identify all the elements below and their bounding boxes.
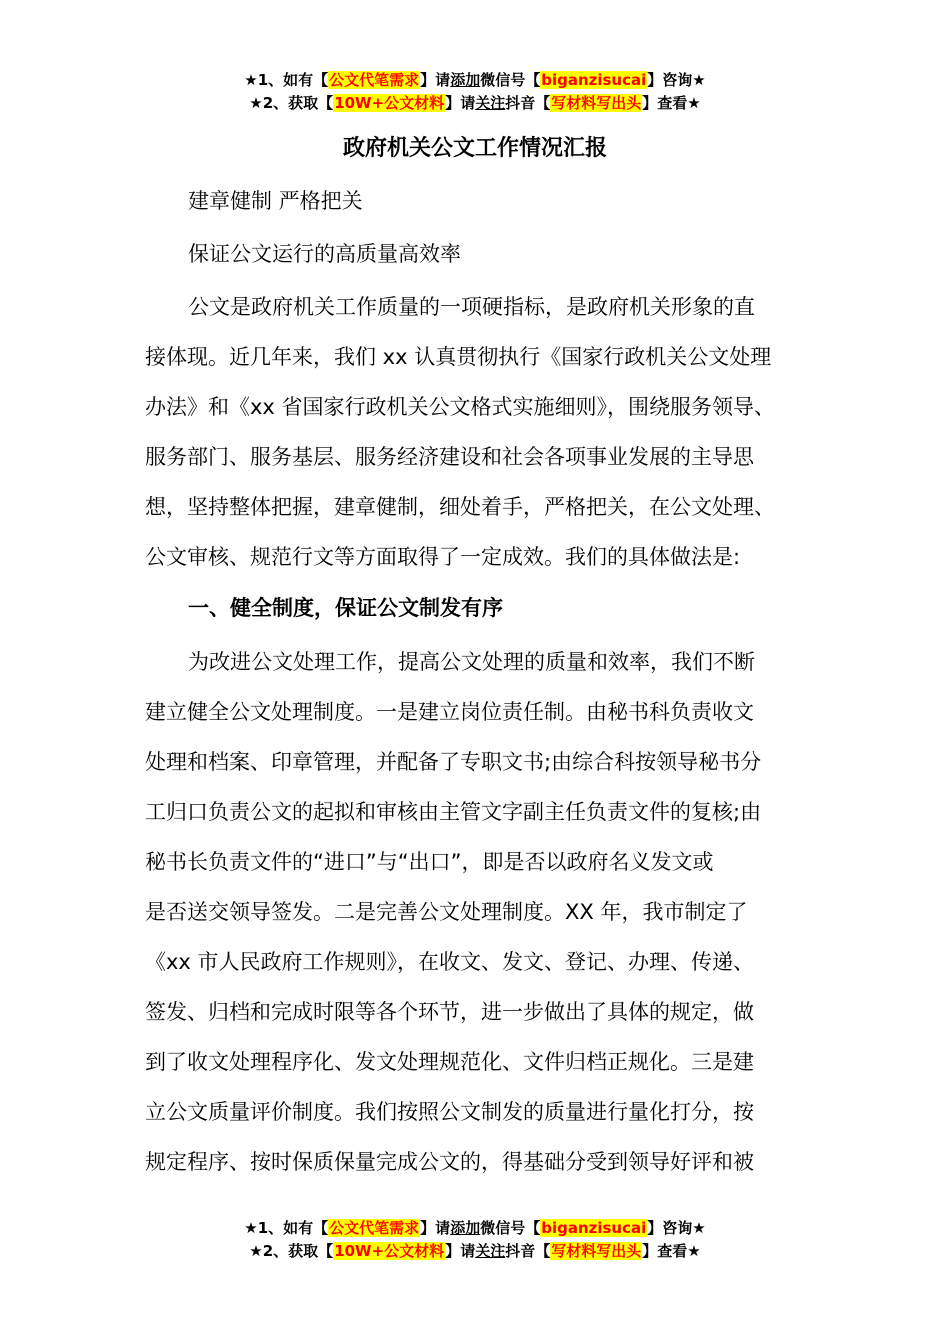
banner-highlight: 写材料写出头 [551, 94, 642, 112]
paragraph-line: 服务部门、服务基层、服务经济建设和社会各项事业发展的主导思 [145, 445, 754, 469]
banner-text: ★2、获取【 [249, 1242, 334, 1260]
paragraph-line: 《xx 市人民政府工作规则》，在收文、发文、登记、办理、传递、 [145, 950, 755, 974]
paragraph-line: 为改进公文处理工作，提高公文处理的质量和效率，我们不断 [188, 650, 755, 674]
banner-underlined-text: 关注 [475, 94, 506, 112]
subtitle-line: 建章健制 严格把关 [188, 189, 363, 213]
banner-highlight: 公文代笔需求 [329, 71, 420, 89]
paragraph-line: 接体现。近几年来，我们 xx 认真贯彻执行《国家行政机关公文处理 [145, 345, 772, 369]
paragraph-line: 到了收文处理程序化、发文处理规范化、文件归档正规化。三是建 [145, 1050, 754, 1074]
paragraph-line: 建立健全公文处理制度。一是建立岗位责任制。由秘书科负责收文 [145, 700, 754, 724]
banner-highlight: 写材料写出头 [551, 1242, 642, 1260]
banner-text: 】查看★ [642, 94, 701, 112]
banner-text: ★1、如有【 [244, 1219, 329, 1237]
paragraph-line: 公文是政府机关工作质量的一项硬指标，是政府机关形象的直 [188, 295, 755, 319]
document-title: 政府机关公文工作情况汇报 [342, 136, 607, 161]
banner-highlight: 公文代笔需求 [329, 1219, 420, 1237]
banner-text: 抖音【 [505, 1242, 551, 1260]
banner-text: 微信号【 [480, 71, 541, 89]
banner-highlight: 10W+公文材料 [334, 94, 445, 112]
banner-text: ★2、获取【 [249, 94, 334, 112]
banner-highlight: biganzisucai [541, 1219, 647, 1237]
banner-text: 】咨询★ [647, 1219, 706, 1237]
paragraph-line: 公文审核、规范行文等方面取得了一定成效。我们的具体做法是: [145, 545, 741, 569]
banner-line-2 [0, 1240, 950, 1263]
paragraph-line: 想，坚持整体把握，建章健制，细处着手，严格把关，在公文处理、 [145, 495, 775, 519]
banner-underlined-text: 关注 [475, 1242, 506, 1260]
paragraph-line: 是否送交领导签发。二是完善公文处理制度。XX 年，我市制定了 [145, 900, 748, 924]
top-banner [0, 69, 950, 115]
banner-text: 】请 [420, 71, 451, 89]
banner-text: 】请 [445, 1242, 476, 1260]
paragraph-line: 规定程序、按时保质保量完成公文的，得基础分受到领导好评和被 [145, 1150, 754, 1174]
paragraph-line: 办法》和《xx 省国家行政机关公文格式实施细则》，围绕服务领导、 [145, 395, 776, 419]
bottom-banner [0, 1217, 950, 1263]
paragraph-line: 工归口负责公文的起拟和审核由主管文字副主任负责文件的复核;由 [145, 800, 762, 824]
paragraph-line: 处理和档案、印章管理，并配备了专职文书;由综合科按领导秘书分 [145, 750, 762, 774]
banner-text: 】查看★ [642, 1242, 701, 1260]
banner-text: 抖音【 [505, 94, 551, 112]
banner-line-1 [0, 1217, 950, 1240]
section-heading: 一、健全制度，保证公文制发有序 [188, 596, 503, 620]
banner-text: 微信号【 [480, 1219, 541, 1237]
paragraph-line: 签发、归档和完成时限等各个环节，进一步做出了具体的规定，做 [145, 1000, 754, 1024]
banner-highlight: 10W+公文材料 [334, 1242, 445, 1260]
subtitle-line: 保证公文运行的高质量高效率 [188, 242, 461, 266]
banner-text: 】咨询★ [647, 71, 706, 89]
banner-underlined-text: 添加 [450, 71, 481, 89]
paragraph-line: 立公文质量评价制度。我们按照公文制发的质量进行量化打分，按 [145, 1100, 754, 1124]
banner-line-1 [0, 69, 950, 92]
banner-text: ★1、如有【 [244, 71, 329, 89]
banner-highlight: biganzisucai [541, 71, 647, 89]
banner-underlined-text: 添加 [450, 1219, 481, 1237]
banner-text: 】请 [420, 1219, 451, 1237]
banner-line-2 [0, 92, 950, 115]
banner-text: 】请 [445, 94, 476, 112]
paragraph-line: 秘书长负责文件的“进口”与“出口”，即是否以政府名义发文或 [145, 850, 714, 874]
